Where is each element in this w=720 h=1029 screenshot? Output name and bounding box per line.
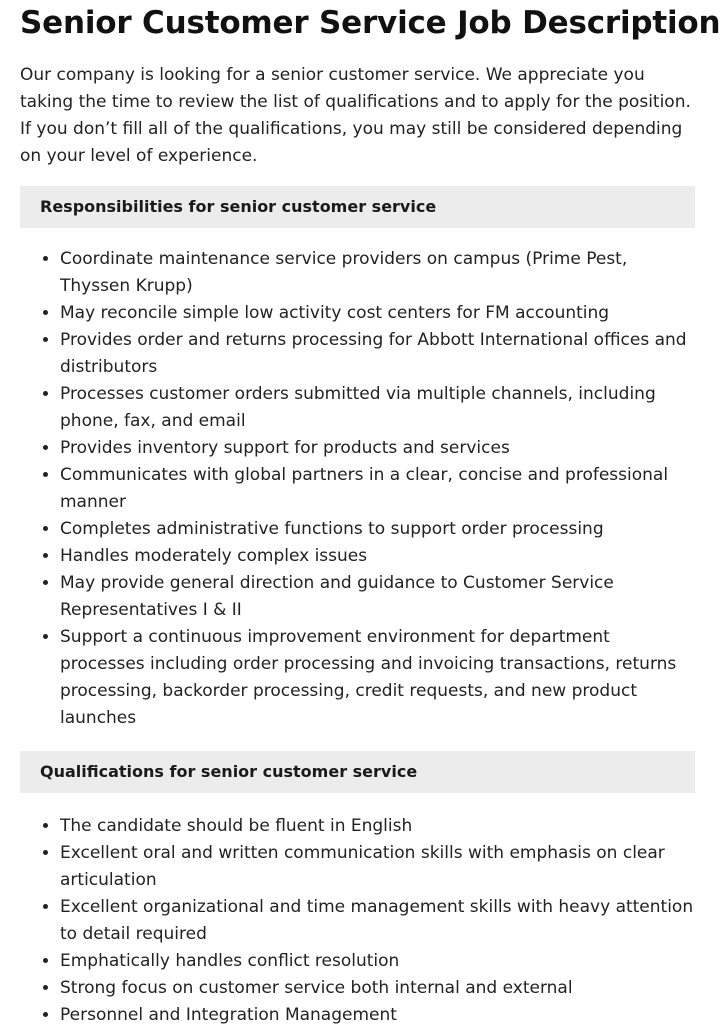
responsibilities-list bbox=[20, 246, 695, 732]
list-item: • Support a continuous improvement environment for department processes including order processing and invoicing transactions, returns processing, backorder processing, credit requests, and new product launches bbox=[60, 624, 695, 732]
qualifications-list bbox=[20, 813, 695, 1029]
intro-paragraph: Our company is looking for a senior customer service. We appreciate you taking the time to review the list of qualifications and to apply for the position. If you don’t fill all of the qualifications, you may still be considered depending on your level of experience. bbox=[20, 65, 691, 166]
list-item: • Provides inventory support for products and services bbox=[60, 435, 695, 462]
responsibilities-heading: Responsibilities for senior customer service bbox=[20, 186, 695, 228]
list-item: • Provides order and returns processing for Abbott International offices and distributors bbox=[60, 327, 695, 381]
list-item: • Excellent oral and written communication skills with emphasis on clear articulation bbox=[60, 840, 695, 894]
qualifications-heading: Qualifications for senior customer service bbox=[20, 751, 695, 793]
list-item: • Processes customer orders submitted via multiple channels, including phone, fax, and email bbox=[60, 381, 695, 435]
list-item: • Completes administrative functions to support order processing bbox=[60, 516, 695, 543]
list-item: • Communicates with global partners in a clear, concise and professional manner bbox=[60, 462, 695, 516]
list-item: • Excellent organizational and time management skills with heavy attention to detail required bbox=[60, 894, 695, 948]
list-item: • May reconcile simple low activity cost centers for FM accounting bbox=[60, 300, 695, 327]
list-item: • Strong focus on customer service both internal and external bbox=[60, 975, 695, 1002]
list-item: • The candidate should be fluent in English bbox=[60, 813, 695, 840]
list-item: • Emphatically handles conflict resolution bbox=[60, 948, 695, 975]
list-item: • May provide general direction and guidance to Customer Service Representatives I & II bbox=[60, 570, 695, 624]
list-item: • Personnel and Integration Management bbox=[60, 1002, 695, 1029]
list-item: • Coordinate maintenance service providers on campus (Prime Pest, Thyssen Krupp) bbox=[60, 246, 695, 300]
list-item: • Handles moderately complex issues bbox=[60, 543, 695, 570]
page-title: Senior Customer Service Job Description bbox=[20, 5, 720, 41]
